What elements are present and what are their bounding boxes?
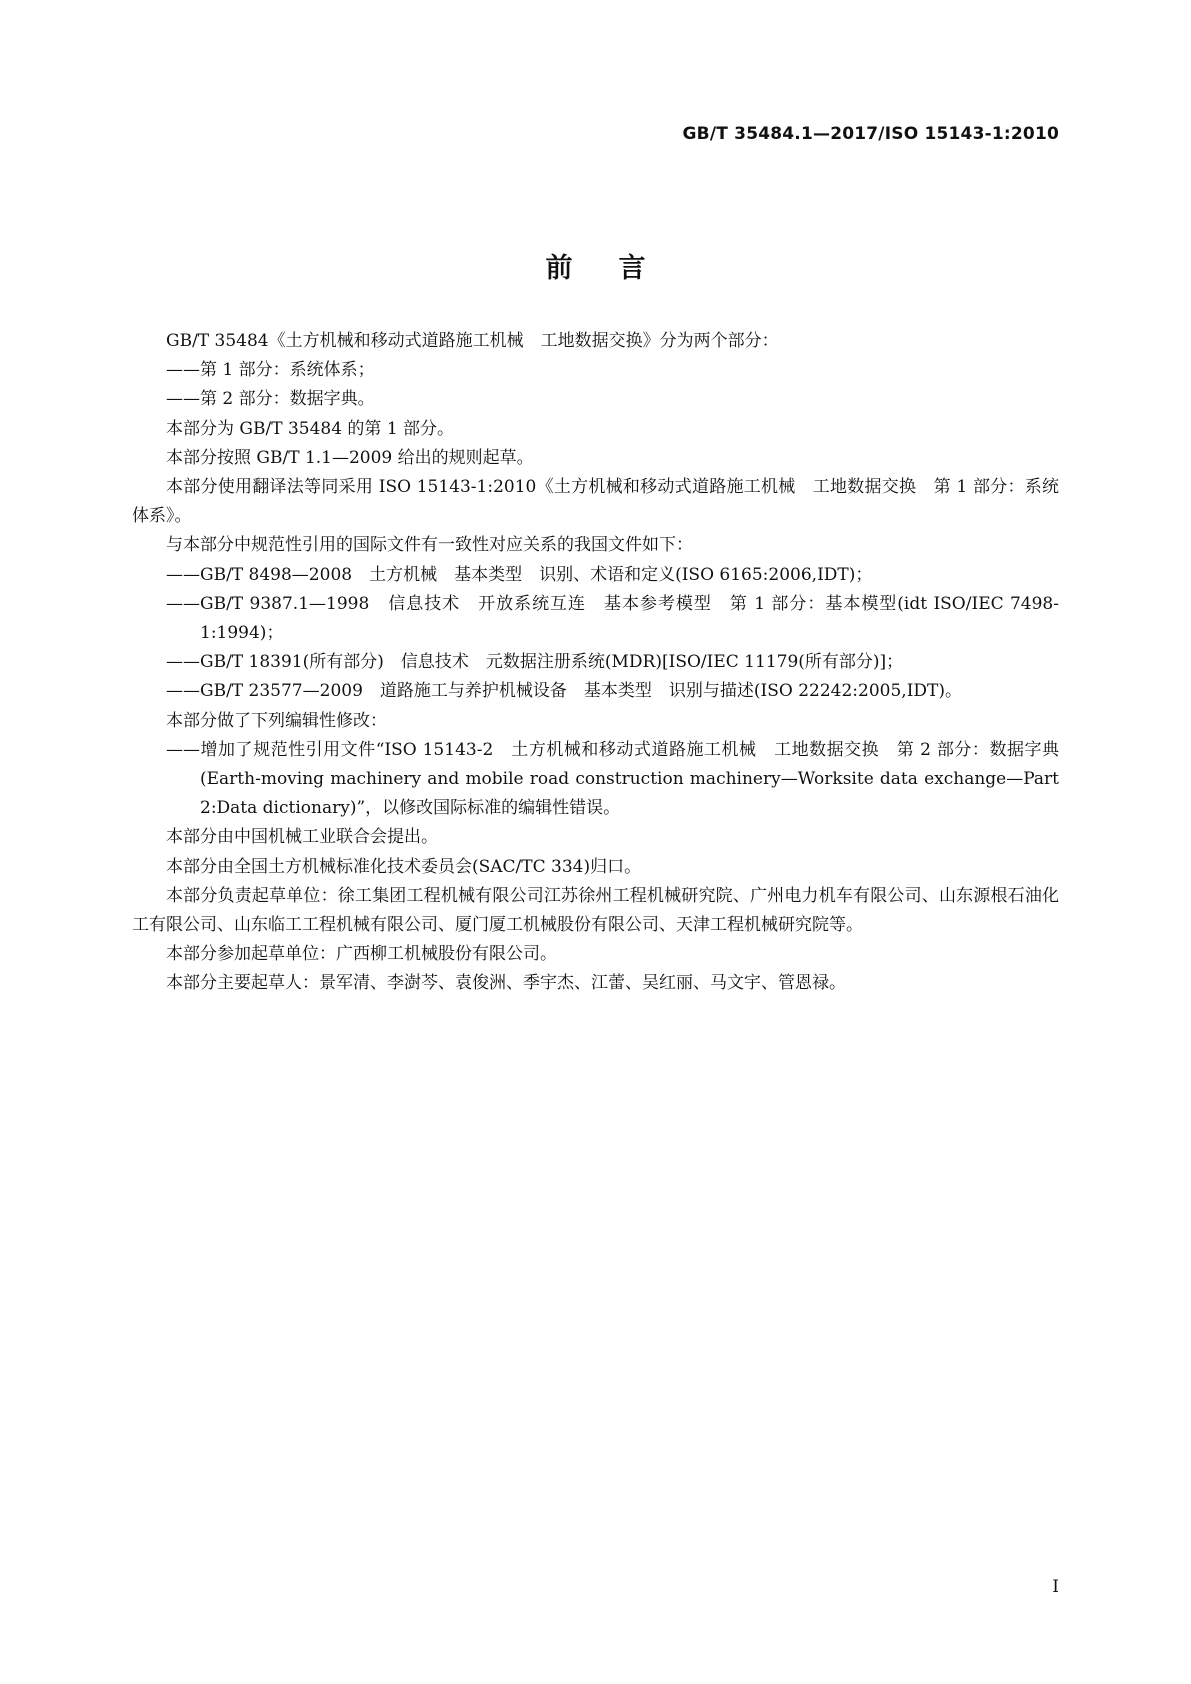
paragraph-drafting-rules: 本部分按照 GB/T 1.1—2009 给出的规则起草。 [166,447,534,468]
list-item-gbt-9387: ——GB/T 9387.1—1998 信息技术 开放系统互连 基本参考模型 第 1 部分：基本模型(idt ISO/IEC 7498-1:1994)； [166,593,1059,644]
paragraph-corresponding-docs: 与本部分中规范性引用的国际文件有一致性对应关系的我国文件如下： [166,535,693,556]
paragraph-editorial-changes: 本部分做了下列编辑性修改： [166,710,387,731]
paragraph-part-statement: 本部分为 GB/T 35484 的第 1 部分。 [166,418,455,439]
paragraph-parts-intro: GB/T 35484《土方机械和移动式道路施工机械 工地数据交换》分为两个部分： [166,331,779,351]
list-item-gbt-18391: ——GB/T 18391(所有部分) 信息技术 元数据注册系统(MDR)[ISO/IEC 11179(所有部分)]； [166,652,904,673]
paragraph-adoption: 本部分使用翻译法等同采用 ISO 15143-1:2010《土方机械和移动式道路施工机械 工地数据交换 第 1 部分：系统体系》。 [132,477,1059,527]
page-title: 前言 [545,253,692,285]
document-code: GB/T 35484.1—2017/ISO 15143-1:2010 [682,124,1059,144]
page-number: I [1052,1577,1059,1597]
list-item-gbt-8498: ——GB/T 8498—2008 土方机械 基本类型 识别、术语和定义(ISO 6165:2006,IDT)； [166,564,873,585]
paragraph-responsible-drafters: 本部分负责起草单位：徐工集团工程机械有限公司江苏徐州工程机械研究院、广州电力机车有限公司、山东源根石油化工有限公司、山东临工工程机械有限公司、厦门厦工机械股份有限公司、天津工程机械研究院等。 [132,885,1059,936]
foreword-body [132,327,1059,999]
list-item-part-2: ——第 2 部分：数据字典。 [166,389,375,410]
list-item-gbt-23577: ——GB/T 23577—2009 道路施工与养护机械设备 基本类型 识别与描述(ISO 22242:2005,IDT)。 [166,681,963,702]
paragraph-main-drafters: 本部分主要起草人：景军清、李澍芩、袁俊洲、季宇杰、江蕾、吴红丽、马文宇、管恩禄。 [166,973,846,994]
list-item-part-1: ——第 1 部分：系统体系； [166,360,375,381]
list-item-editorial-change: ——增加了规范性引用文件“ISO 15143-2 土方机械和移动式道路施工机械 工地数据交换 第 2 部分：数据字典(Earth-moving machinery and mobile road construction machinery—Worksite data exchange—Part 2:Data dictionary)”，以修改国际标准的编辑性错误。 [166,739,1059,819]
paragraph-administration: 本部分由全国土方机械标准化技术委员会(SAC/TC 334)归口。 [166,856,642,877]
paragraph-proposer: 本部分由中国机械工业联合会提出。 [166,827,438,848]
paragraph-participating-drafters: 本部分参加起草单位：广西柳工机械股份有限公司。 [166,944,557,965]
